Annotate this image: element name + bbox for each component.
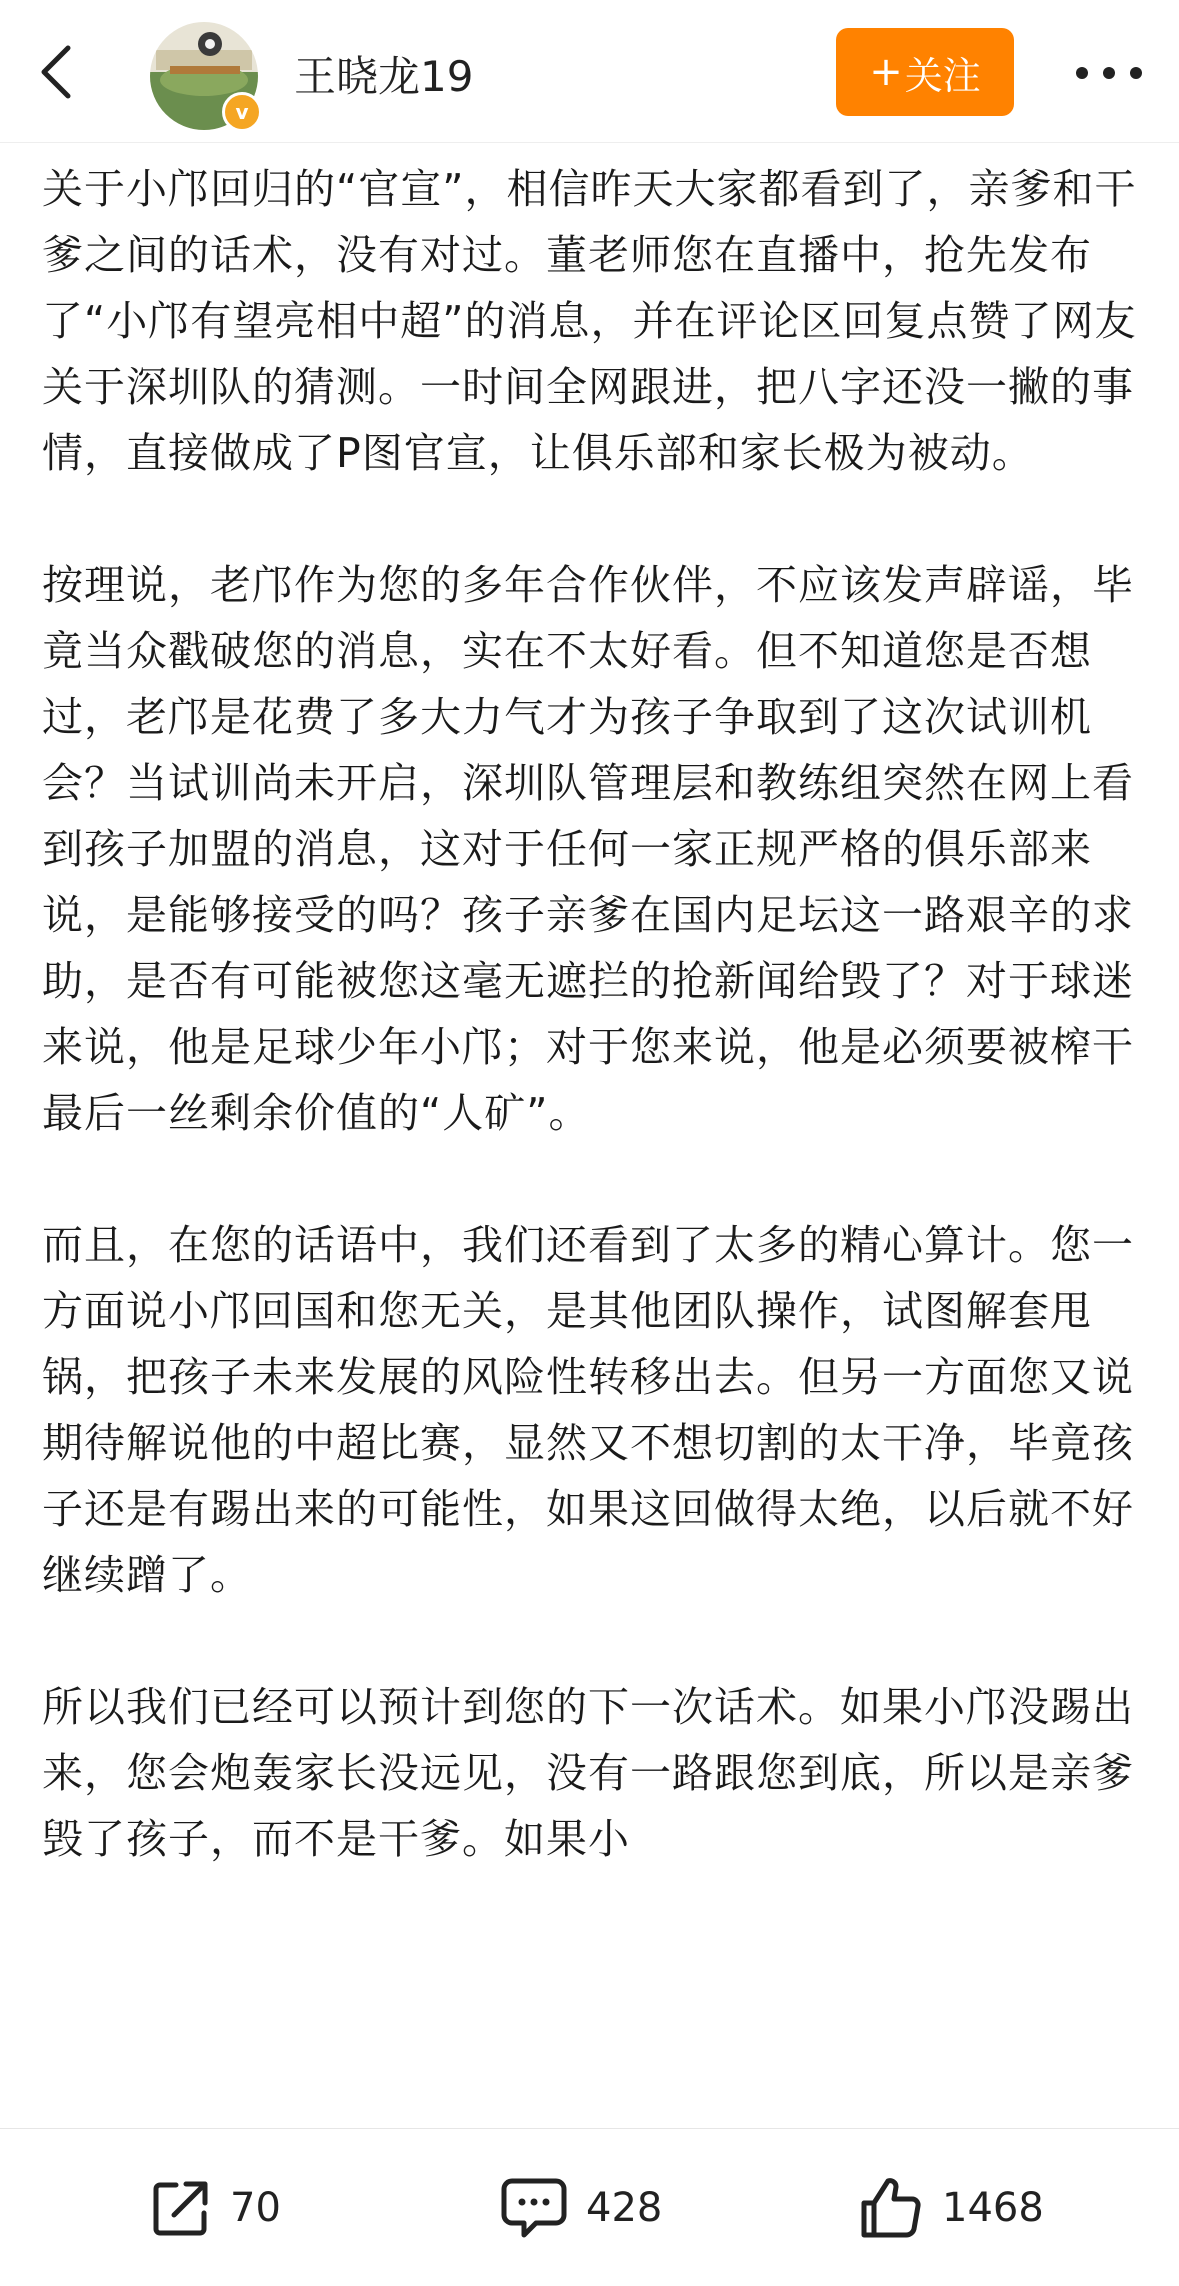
share-count: 70: [230, 2184, 281, 2231]
more-dots-icon: [1074, 65, 1144, 81]
post-paragraph: 关于小邝回归的“官宣”，相信昨天大家都看到了，亲爹和干爹之间的话术，没有对过。董老师您在直播中，抢先发布了“小邝有望亮相中超”的消息，并在评论区回复点赞了网友关于深圳队的猜测。一时间全网跟进，把八字还没一撇的事情，直接做成了P图官宣，让俱乐部和家长极为被动。: [42, 165, 1137, 477]
post-paragraph: 而且，在您的话语中，我们还看到了太多的精心算计。您一方面说小邝回国和您无关，是其他团队操作，试图解套甩锅，把孩子未来发展的风险性转移出去。但另一方面您又说期待解说他的中超比赛，显然又不想切割的太干净，毕竟孩子还是有踢出来的可能性，如果这回做得太绝，以后就不好继续蹭了。: [42, 1221, 1134, 1599]
post-content: [42, 156, 1142, 2128]
post-paragraph: 按理说，老邝作为您的多年合作伙伴，不应该发声辟谣，毕竟当众戳破您的消息，实在不太好看。但不知道您是否想过，老邝是花费了多大力气才为孩子争取到了这次试训机会？当试训尚未开启，深圳队管理层和教练组突然在网上看到孩子加盟的消息，这对于任何一家正规严格的俱乐部来说，是能够接受的吗？孩子亲爹在国内足坛这一路艰辛的求助，是否有可能被您这毫无遮拦的抢新闻给毁了？对于球迷来说，他是足球少年小邝；对于您来说，他是必须要被榨干最后一丝剩余价值的“人矿”。: [42, 561, 1134, 1137]
more-button[interactable]: [1064, 48, 1154, 98]
comment-icon: [500, 2175, 568, 2241]
share-icon: [150, 2177, 212, 2239]
plus-icon: +: [869, 49, 903, 95]
back-button[interactable]: [28, 36, 84, 108]
share-button[interactable]: [150, 2129, 281, 2286]
post-paragraph: 所以我们已经可以预计到您的下一次话术。如果小邝没踢出来，您会炮轰家长没远见，没有一路跟您到底，所以是亲爹毁了孩子，而不是干爹。如果小: [42, 1683, 1134, 1863]
verified-badge: v: [222, 92, 262, 132]
like-count: 1468: [942, 2184, 1044, 2231]
chevron-left-icon: [36, 42, 76, 102]
post-header: [0, 0, 1179, 143]
author-name[interactable]: 王晓龙19: [294, 52, 474, 101]
like-button[interactable]: [858, 2129, 1044, 2286]
follow-button[interactable]: [836, 28, 1014, 116]
action-bar: [0, 2128, 1179, 2286]
comment-count: 428: [586, 2184, 663, 2231]
thumbs-up-icon: [858, 2175, 924, 2241]
comment-button[interactable]: [500, 2129, 662, 2286]
follow-label: 关注: [904, 53, 981, 98]
author-avatar-wrap[interactable]: [150, 22, 262, 134]
